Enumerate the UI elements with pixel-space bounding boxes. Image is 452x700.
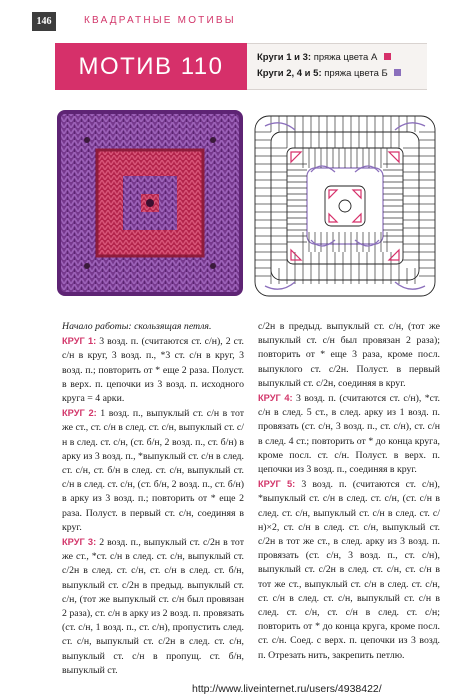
page-number: 146 (32, 12, 56, 31)
legend-row-a-text: пряжа цвета А (313, 52, 378, 63)
motif-title-band (55, 43, 247, 90)
color-a-swatch (384, 53, 391, 60)
round-5-label: КРУГ 5: (258, 479, 296, 490)
round-1 (62, 334, 244, 406)
crochet-square-photo (57, 110, 243, 296)
round-4 (258, 391, 440, 477)
round-4-text: 3 возд. п. (считаются ст. с/н), *ст. с/н в след. 5 ст., в след. арку из 1 возд. п. провязать (ст. с/н, 3 возд. п., ст. с/н), ст. с/н в след. 4 ст.; повторить от * до конца круга, кроме посл. ст. с/н. Полуст. в верх. п. цепочки из 3 возд. п., соединяя в круг. (258, 393, 440, 476)
legend-row-a (257, 50, 427, 66)
round-5 (258, 477, 440, 663)
legend-row-b-text: пряжа цвета Б (324, 68, 388, 79)
round-2 (62, 406, 244, 535)
round-2-text: 1 возд. п., выпуклый ст. с/н в тот же ст., ст. с/н в след. ст. с/н, выпуклый ст. с/н в след. ст. с/н, (ст. б/н, 2 возд. п., ст. б/н) в арку из 3 возд. п., *выпуклый ст. с/н в след. ст. с/н, ст. б/н в след. ст. с/н, выпуклый ст. с/н в след. ст. с/н, (ст. б/н, 2 возд. п., ст. б/н) в арку из 3 возд. п.; повторить от * еще 2 раза. Полуст. в первый ст. с/н, соединяя в круг. (62, 408, 244, 533)
start-instruction: Начало работы: скользящая петля. (62, 321, 212, 332)
round-2-label: КРУГ 2: (62, 408, 97, 419)
yarn-legend (247, 43, 427, 90)
round-1-label: КРУГ 1: (62, 336, 97, 347)
round-5-text: 3 возд. п. (считаются ст. с/н), *выпуклый ст. с/н в след. ст. с/н, (ст. с/н в след. ст. с/н, выпуклый ст. с/н в след. ст. с/н)×2, ст. с/н в след. ст. с/н, выпуклый ст. с/2н в тот же ст., в след. арку из 3 возд. п. провязать (ст. с/н, 3 возд. п., ст. с/н), выпуклый ст. с/2н в след. ст. с/н, ст. с/н в тот же ст., выпуклый ст. с/н в след. ст. с/н, ст. с/н в след. ст. с/н, выпуклый ст. с/н в след. ст. с/н, ст. с/н в след. ст. с/н; повторить от * до конца круга, кроме посл. ст. с/н. Соед. с верх. п. цепочки из 3 возд. п. Отрезать нить, закрепить петлю. (258, 479, 441, 661)
color-b-swatch (394, 69, 401, 76)
legend-row-a-label: Круги 1 и 3: (257, 52, 312, 63)
legend-row-b-label: Круги 2, 4 и 5: (257, 68, 322, 79)
round-3-label: КРУГ 3: (62, 537, 97, 548)
crochet-chart-diagram (251, 108, 439, 300)
round-3-text: 2 возд. п., выпуклый ст. с/2н в тот же ст., *ст. с/н в след. ст. с/н, выпуклый ст. с/2н в след. ст. с/н, ст. с/н в след. ст. б/н, выпуклый ст. с/2н в предыд. выпуклый ст. с/н, (тот же выпуклый ст. с/н был провязан 2 раза), ст. с/н в арку из 2 возд. п. провязать (ст. с/н, 1 возд. п., ст. с/н), пропустить след. ст. с/н, выпуклый ст. с/2н в след. ст. с/н, выпуклый ст. с/н в пропущ. ст. б/н, выпуклый ст. (62, 537, 244, 676)
round-4-label: КРУГ 4: (258, 393, 293, 404)
round-1-text: 3 возд. п. (считаются ст. с/н), 2 ст. с/н в круг, 3 возд. п., *3 ст. с/н в круг, 3 возд. п.; повторить от * еще 2 раза. Полуст. в верх. п. цепочки из 3 возд. п. исходного круга = 4 арки. (62, 336, 244, 405)
round-3 (62, 535, 244, 678)
legend-row-b (257, 66, 427, 82)
section-title: КВАДРАТНЫЕ МОТИВЫ (84, 15, 236, 26)
instructions-column-right (258, 320, 440, 663)
round-3-continued: с/2н в предыд. выпуклый ст. с/н, (тот же выпуклый ст. с/н был провязан 2 раза); повторить от * еще 3 раза, кроме посл. выпуклого ст. с/2н. Полуст. в первый выпуклый ст. с/2н, соединяя в круг. (258, 321, 440, 389)
motif-title: МОТИВ 110 (78, 53, 224, 80)
instructions-column-left (62, 320, 244, 678)
source-url: http://www.liveinternet.ru/users/4938422/ (192, 683, 382, 695)
